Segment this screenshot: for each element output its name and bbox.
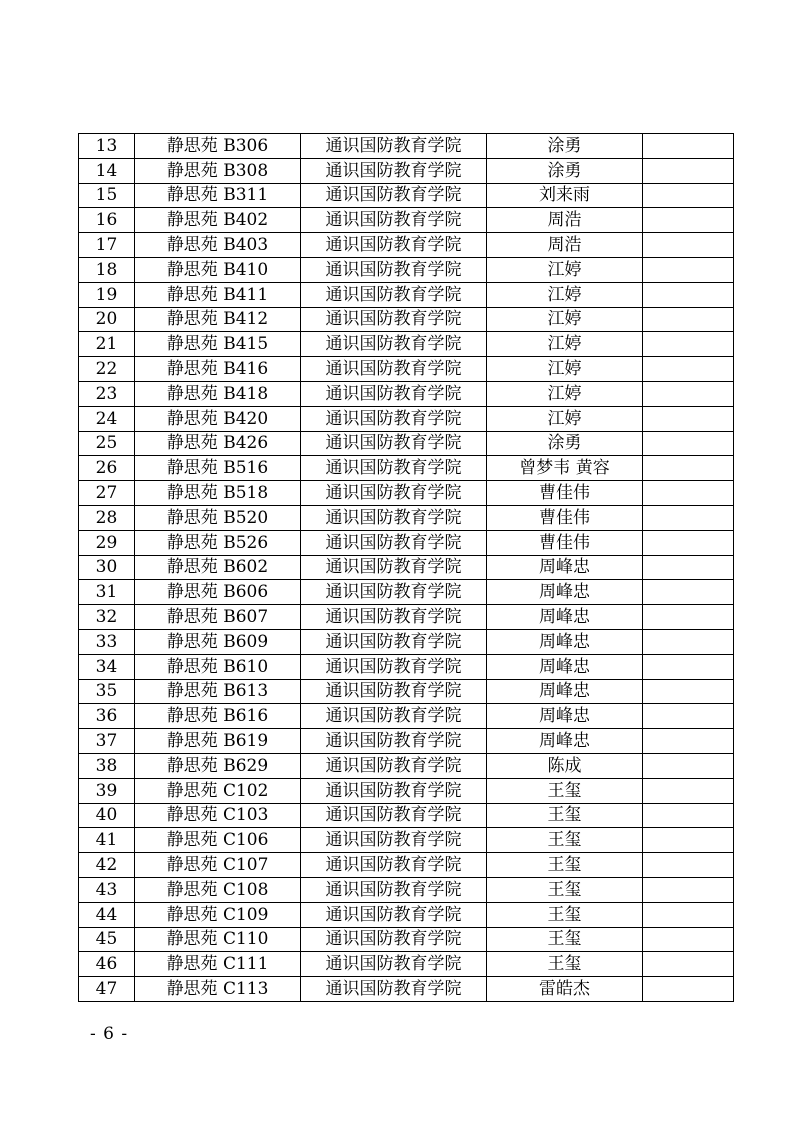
remarks-cell xyxy=(643,679,734,704)
table-row xyxy=(79,555,734,580)
room-cell: 静思苑 C113 xyxy=(135,977,301,1002)
remarks-cell xyxy=(643,605,734,630)
remarks-cell xyxy=(643,208,734,233)
row-number-cell: 36 xyxy=(79,704,135,729)
college-cell: 通识国防教育学院 xyxy=(301,654,487,679)
row-number-cell: 34 xyxy=(79,654,135,679)
remarks-cell xyxy=(643,357,734,382)
room-cell: 静思苑 B402 xyxy=(135,208,301,233)
table-row xyxy=(79,803,734,828)
responsible-person-cell: 陈成 xyxy=(487,753,643,778)
remarks-cell xyxy=(643,406,734,431)
responsible-person-cell: 曹佳伟 xyxy=(487,505,643,530)
college-cell: 通识国防教育学院 xyxy=(301,208,487,233)
remarks-cell xyxy=(643,580,734,605)
college-cell: 通识国防教育学院 xyxy=(301,505,487,530)
college-cell: 通识国防教育学院 xyxy=(301,679,487,704)
table-row xyxy=(79,530,734,555)
college-cell: 通识国防教育学院 xyxy=(301,530,487,555)
responsible-person-cell: 曹佳伟 xyxy=(487,530,643,555)
row-number-cell: 23 xyxy=(79,381,135,406)
remarks-cell xyxy=(643,381,734,406)
room-cell: 静思苑 B403 xyxy=(135,233,301,258)
row-number-cell: 28 xyxy=(79,505,135,530)
remarks-cell xyxy=(643,505,734,530)
college-cell: 通识国防教育学院 xyxy=(301,704,487,729)
responsible-person-cell: 江婷 xyxy=(487,332,643,357)
table-row xyxy=(79,753,734,778)
row-number-cell: 38 xyxy=(79,753,135,778)
table-row xyxy=(79,704,734,729)
responsible-person-cell: 周峰忠 xyxy=(487,555,643,580)
table-row xyxy=(79,431,734,456)
responsible-person-cell: 江婷 xyxy=(487,257,643,282)
responsible-person-cell: 曾梦韦 黄容 xyxy=(487,456,643,481)
responsible-person-cell: 周浩 xyxy=(487,208,643,233)
table-row xyxy=(79,853,734,878)
college-cell: 通识国防教育学院 xyxy=(301,877,487,902)
room-cell: 静思苑 B609 xyxy=(135,629,301,654)
room-cell: 静思苑 B520 xyxy=(135,505,301,530)
room-cell: 静思苑 C111 xyxy=(135,952,301,977)
remarks-cell xyxy=(643,332,734,357)
college-cell: 通识国防教育学院 xyxy=(301,307,487,332)
responsible-person-cell: 江婷 xyxy=(487,307,643,332)
room-cell: 静思苑 B426 xyxy=(135,431,301,456)
table-row xyxy=(79,381,734,406)
remarks-cell xyxy=(643,877,734,902)
table-row xyxy=(79,902,734,927)
row-number-cell: 29 xyxy=(79,530,135,555)
row-number-cell: 17 xyxy=(79,233,135,258)
remarks-cell xyxy=(643,853,734,878)
room-cell: 静思苑 B311 xyxy=(135,183,301,208)
table-row xyxy=(79,654,734,679)
responsible-person-cell: 王玺 xyxy=(487,853,643,878)
remarks-cell xyxy=(643,902,734,927)
college-cell: 通识国防教育学院 xyxy=(301,456,487,481)
table-row xyxy=(79,208,734,233)
responsible-person-cell: 周浩 xyxy=(487,233,643,258)
room-cell: 静思苑 B619 xyxy=(135,729,301,754)
room-cell: 静思苑 C110 xyxy=(135,927,301,952)
page-number: - 6 - xyxy=(90,1024,129,1044)
table-row xyxy=(79,332,734,357)
college-cell: 通识国防教育学院 xyxy=(301,803,487,828)
room-cell: 静思苑 B411 xyxy=(135,282,301,307)
room-assignment-table xyxy=(78,133,734,1002)
responsible-person-cell: 江婷 xyxy=(487,406,643,431)
responsible-person-cell: 王玺 xyxy=(487,927,643,952)
remarks-cell xyxy=(643,629,734,654)
row-number-cell: 19 xyxy=(79,282,135,307)
responsible-person-cell: 王玺 xyxy=(487,778,643,803)
row-number-cell: 43 xyxy=(79,877,135,902)
room-cell: 静思苑 C106 xyxy=(135,828,301,853)
remarks-cell xyxy=(643,952,734,977)
row-number-cell: 44 xyxy=(79,902,135,927)
college-cell: 通识国防教育学院 xyxy=(301,828,487,853)
college-cell: 通识国防教育学院 xyxy=(301,927,487,952)
college-cell: 通识国防教育学院 xyxy=(301,977,487,1002)
room-cell: 静思苑 B412 xyxy=(135,307,301,332)
responsible-person-cell: 王玺 xyxy=(487,952,643,977)
responsible-person-cell: 王玺 xyxy=(487,803,643,828)
remarks-cell xyxy=(643,530,734,555)
table-row xyxy=(79,158,734,183)
table-row xyxy=(79,729,734,754)
row-number-cell: 35 xyxy=(79,679,135,704)
responsible-person-cell: 周峰忠 xyxy=(487,729,643,754)
responsible-person-cell: 周峰忠 xyxy=(487,580,643,605)
responsible-person-cell: 王玺 xyxy=(487,828,643,853)
responsible-person-cell: 涂勇 xyxy=(487,431,643,456)
table-row xyxy=(79,778,734,803)
responsible-person-cell: 周峰忠 xyxy=(487,679,643,704)
row-number-cell: 41 xyxy=(79,828,135,853)
room-cell: 静思苑 B518 xyxy=(135,481,301,506)
table-row xyxy=(79,357,734,382)
table-row xyxy=(79,952,734,977)
room-cell: 静思苑 B602 xyxy=(135,555,301,580)
remarks-cell xyxy=(643,753,734,778)
responsible-person-cell: 涂勇 xyxy=(487,134,643,159)
college-cell: 通识国防教育学院 xyxy=(301,729,487,754)
responsible-person-cell: 王玺 xyxy=(487,877,643,902)
room-cell: 静思苑 B415 xyxy=(135,332,301,357)
room-cell: 静思苑 B420 xyxy=(135,406,301,431)
row-number-cell: 45 xyxy=(79,927,135,952)
college-cell: 通识国防教育学院 xyxy=(301,853,487,878)
row-number-cell: 40 xyxy=(79,803,135,828)
responsible-person-cell: 曹佳伟 xyxy=(487,481,643,506)
remarks-cell xyxy=(643,803,734,828)
row-number-cell: 21 xyxy=(79,332,135,357)
college-cell: 通识国防教育学院 xyxy=(301,332,487,357)
row-number-cell: 32 xyxy=(79,605,135,630)
remarks-cell xyxy=(643,828,734,853)
college-cell: 通识国防教育学院 xyxy=(301,158,487,183)
college-cell: 通识国防教育学院 xyxy=(301,580,487,605)
table-row xyxy=(79,183,734,208)
table-row xyxy=(79,505,734,530)
college-cell: 通识国防教育学院 xyxy=(301,605,487,630)
row-number-cell: 26 xyxy=(79,456,135,481)
table-row xyxy=(79,679,734,704)
table-row xyxy=(79,927,734,952)
room-cell: 静思苑 B308 xyxy=(135,158,301,183)
responsible-person-cell: 涂勇 xyxy=(487,158,643,183)
college-cell: 通识国防教育学院 xyxy=(301,134,487,159)
remarks-cell xyxy=(643,183,734,208)
remarks-cell xyxy=(643,282,734,307)
responsible-person-cell: 雷皓杰 xyxy=(487,977,643,1002)
college-cell: 通识国防教育学院 xyxy=(301,753,487,778)
college-cell: 通识国防教育学院 xyxy=(301,357,487,382)
room-cell: 静思苑 B610 xyxy=(135,654,301,679)
responsible-person-cell: 江婷 xyxy=(487,282,643,307)
remarks-cell xyxy=(643,257,734,282)
room-cell: 静思苑 C108 xyxy=(135,877,301,902)
table-row xyxy=(79,580,734,605)
responsible-person-cell: 周峰忠 xyxy=(487,605,643,630)
college-cell: 通识国防教育学院 xyxy=(301,381,487,406)
table-row xyxy=(79,406,734,431)
room-cell: 静思苑 B526 xyxy=(135,530,301,555)
row-number-cell: 25 xyxy=(79,431,135,456)
college-cell: 通识国防教育学院 xyxy=(301,406,487,431)
table-row xyxy=(79,977,734,1002)
table-row xyxy=(79,605,734,630)
room-cell: 静思苑 B629 xyxy=(135,753,301,778)
responsible-person-cell: 刘来雨 xyxy=(487,183,643,208)
remarks-cell xyxy=(643,729,734,754)
row-number-cell: 31 xyxy=(79,580,135,605)
table-row xyxy=(79,257,734,282)
room-cell: 静思苑 B613 xyxy=(135,679,301,704)
remarks-cell xyxy=(643,456,734,481)
room-cell: 静思苑 B410 xyxy=(135,257,301,282)
table-body xyxy=(79,134,734,1002)
college-cell: 通识国防教育学院 xyxy=(301,778,487,803)
room-cell: 静思苑 B418 xyxy=(135,381,301,406)
row-number-cell: 13 xyxy=(79,134,135,159)
remarks-cell xyxy=(643,704,734,729)
row-number-cell: 46 xyxy=(79,952,135,977)
table-row xyxy=(79,233,734,258)
college-cell: 通识国防教育学院 xyxy=(301,952,487,977)
row-number-cell: 33 xyxy=(79,629,135,654)
college-cell: 通识国防教育学院 xyxy=(301,282,487,307)
room-cell: 静思苑 C103 xyxy=(135,803,301,828)
table-row xyxy=(79,134,734,159)
room-cell: 静思苑 B616 xyxy=(135,704,301,729)
college-cell: 通识国防教育学院 xyxy=(301,902,487,927)
table-row xyxy=(79,456,734,481)
remarks-cell xyxy=(643,134,734,159)
row-number-cell: 42 xyxy=(79,853,135,878)
row-number-cell: 30 xyxy=(79,555,135,580)
college-cell: 通识国防教育学院 xyxy=(301,431,487,456)
responsible-person-cell: 周峰忠 xyxy=(487,654,643,679)
table-row xyxy=(79,828,734,853)
row-number-cell: 14 xyxy=(79,158,135,183)
room-cell: 静思苑 B606 xyxy=(135,580,301,605)
remarks-cell xyxy=(643,481,734,506)
remarks-cell xyxy=(643,233,734,258)
responsible-person-cell: 周峰忠 xyxy=(487,629,643,654)
row-number-cell: 18 xyxy=(79,257,135,282)
remarks-cell xyxy=(643,555,734,580)
college-cell: 通识国防教育学院 xyxy=(301,555,487,580)
row-number-cell: 16 xyxy=(79,208,135,233)
responsible-person-cell: 江婷 xyxy=(487,381,643,406)
room-cell: 静思苑 C109 xyxy=(135,902,301,927)
college-cell: 通识国防教育学院 xyxy=(301,233,487,258)
responsible-person-cell: 江婷 xyxy=(487,357,643,382)
row-number-cell: 47 xyxy=(79,977,135,1002)
row-number-cell: 15 xyxy=(79,183,135,208)
room-cell: 静思苑 B607 xyxy=(135,605,301,630)
room-cell: 静思苑 C107 xyxy=(135,853,301,878)
remarks-cell xyxy=(643,307,734,332)
table-row xyxy=(79,307,734,332)
row-number-cell: 22 xyxy=(79,357,135,382)
room-cell: 静思苑 B416 xyxy=(135,357,301,382)
table-row xyxy=(79,877,734,902)
responsible-person-cell: 周峰忠 xyxy=(487,704,643,729)
college-cell: 通识国防教育学院 xyxy=(301,481,487,506)
remarks-cell xyxy=(643,927,734,952)
remarks-cell xyxy=(643,778,734,803)
row-number-cell: 27 xyxy=(79,481,135,506)
row-number-cell: 24 xyxy=(79,406,135,431)
row-number-cell: 37 xyxy=(79,729,135,754)
room-cell: 静思苑 B516 xyxy=(135,456,301,481)
college-cell: 通识国防教育学院 xyxy=(301,183,487,208)
row-number-cell: 20 xyxy=(79,307,135,332)
table-row xyxy=(79,481,734,506)
room-cell: 静思苑 C102 xyxy=(135,778,301,803)
remarks-cell xyxy=(643,158,734,183)
responsible-person-cell: 王玺 xyxy=(487,902,643,927)
college-cell: 通识国防教育学院 xyxy=(301,629,487,654)
remarks-cell xyxy=(643,977,734,1002)
room-cell: 静思苑 B306 xyxy=(135,134,301,159)
table-row xyxy=(79,629,734,654)
row-number-cell: 39 xyxy=(79,778,135,803)
remarks-cell xyxy=(643,654,734,679)
college-cell: 通识国防教育学院 xyxy=(301,257,487,282)
table-row xyxy=(79,282,734,307)
remarks-cell xyxy=(643,431,734,456)
